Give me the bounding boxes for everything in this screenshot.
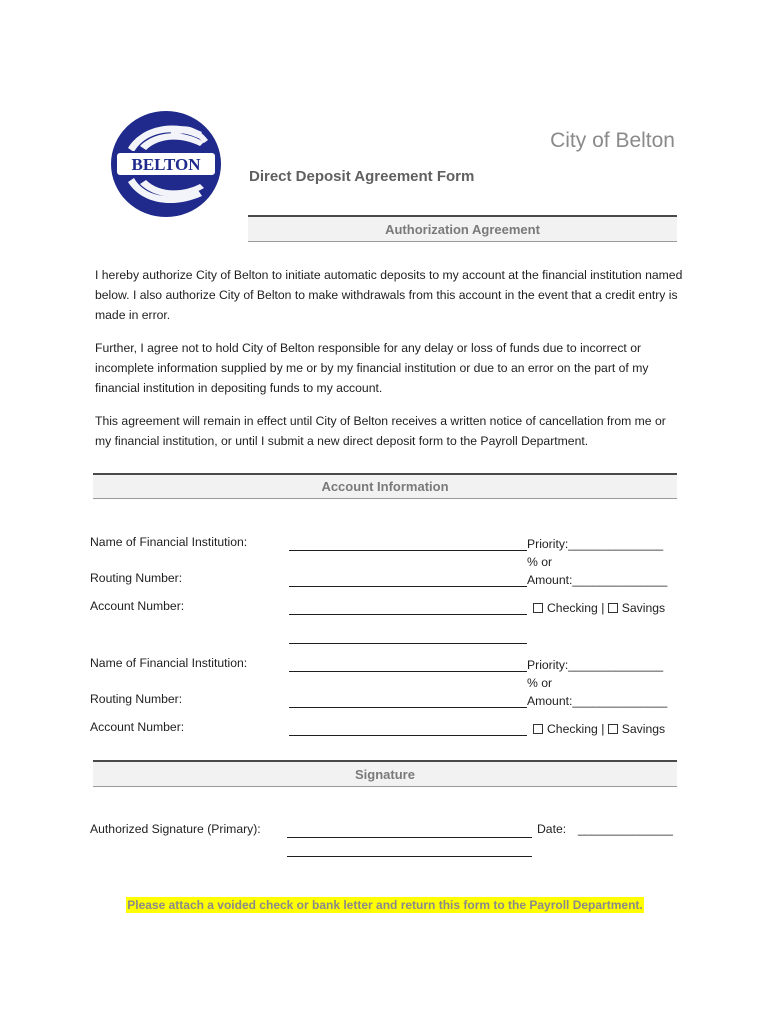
checking-checkbox-1[interactable] xyxy=(533,603,543,613)
account-label-1: Account Number: xyxy=(90,599,185,613)
authorization-paragraph-1: I hereby authorize City of Belton to initiate automatic deposits to my account at the financial institution named below. I also authorize City of Belton to make withdrawals from this account in the event that a credit entry is made in error. xyxy=(95,268,683,322)
savings-checkbox-2[interactable] xyxy=(608,724,618,734)
percent-label-1: % or xyxy=(527,555,553,569)
priority-label-1: Priority:______________ xyxy=(527,537,664,551)
account-label-2: Account Number: xyxy=(90,720,185,734)
date-label: Date: xyxy=(537,822,567,836)
checking-label-1: Checking xyxy=(547,601,598,615)
institution-field-2[interactable] xyxy=(289,671,527,672)
notice xyxy=(0,896,770,914)
institution-field-1[interactable] xyxy=(289,550,527,551)
section-account-header: Account Information xyxy=(93,473,677,499)
signature-field-second-line[interactable] xyxy=(287,856,532,857)
form-title: Direct Deposit Agreement Form xyxy=(249,168,475,185)
authorization-paragraph-2: Further, I agree not to hold City of Belton responsible for any delay or loss of funds due to incorrect or incomplete information supplied by me or by my financial institution or due to an error on the part of my financial institution in depositing funds to my account. xyxy=(95,341,649,395)
savings-label-1: Savings xyxy=(621,601,666,615)
amount-label-2: Amount:______________ xyxy=(527,694,668,708)
account-type-1 xyxy=(533,599,665,617)
institution-label-1: Name of Financial Institution: xyxy=(90,535,248,549)
account-type-2 xyxy=(533,720,665,738)
priority-label-2: Priority:______________ xyxy=(527,658,664,672)
amount-label-1: Amount:______________ xyxy=(527,573,668,587)
account-field-1[interactable] xyxy=(289,614,527,615)
savings-label-2: Savings xyxy=(621,722,666,736)
date-field[interactable]: ______________ xyxy=(578,822,673,836)
section-signature-header: Signature xyxy=(93,760,677,787)
separator-2: | xyxy=(601,722,605,736)
city-name: City of Belton xyxy=(550,129,675,152)
checking-label-2: Checking xyxy=(547,722,598,736)
institution-label-2: Name of Financial Institution: xyxy=(90,656,248,670)
account-field-2[interactable] xyxy=(289,735,527,736)
authorization-paragraph-3: This agreement will remain in effect until City of Belton receives a written notice of cancellation from me or my financial institution, or until I submit a new direct deposit form to the Payroll Department. xyxy=(95,414,666,448)
routing-field-2[interactable] xyxy=(289,707,527,708)
signature-field[interactable] xyxy=(287,837,532,838)
section-authorization-header: Authorization Agreement xyxy=(248,215,677,242)
checking-checkbox-2[interactable] xyxy=(533,724,543,734)
signature-label: Authorized Signature (Primary): xyxy=(90,822,261,836)
routing-label-1: Routing Number: xyxy=(90,571,183,585)
belton-logo xyxy=(110,110,222,218)
percent-label-2: % or xyxy=(527,676,553,690)
logo-text: BELTON xyxy=(131,155,201,174)
notice-text: Please attach a voided check or bank letter and return this form to the Payroll Department. xyxy=(127,898,643,912)
routing-field-1[interactable] xyxy=(289,586,527,587)
savings-checkbox-1[interactable] xyxy=(608,603,618,613)
extra-field-line[interactable] xyxy=(289,643,527,644)
routing-label-2: Routing Number: xyxy=(90,692,183,706)
separator-1: | xyxy=(601,601,605,615)
